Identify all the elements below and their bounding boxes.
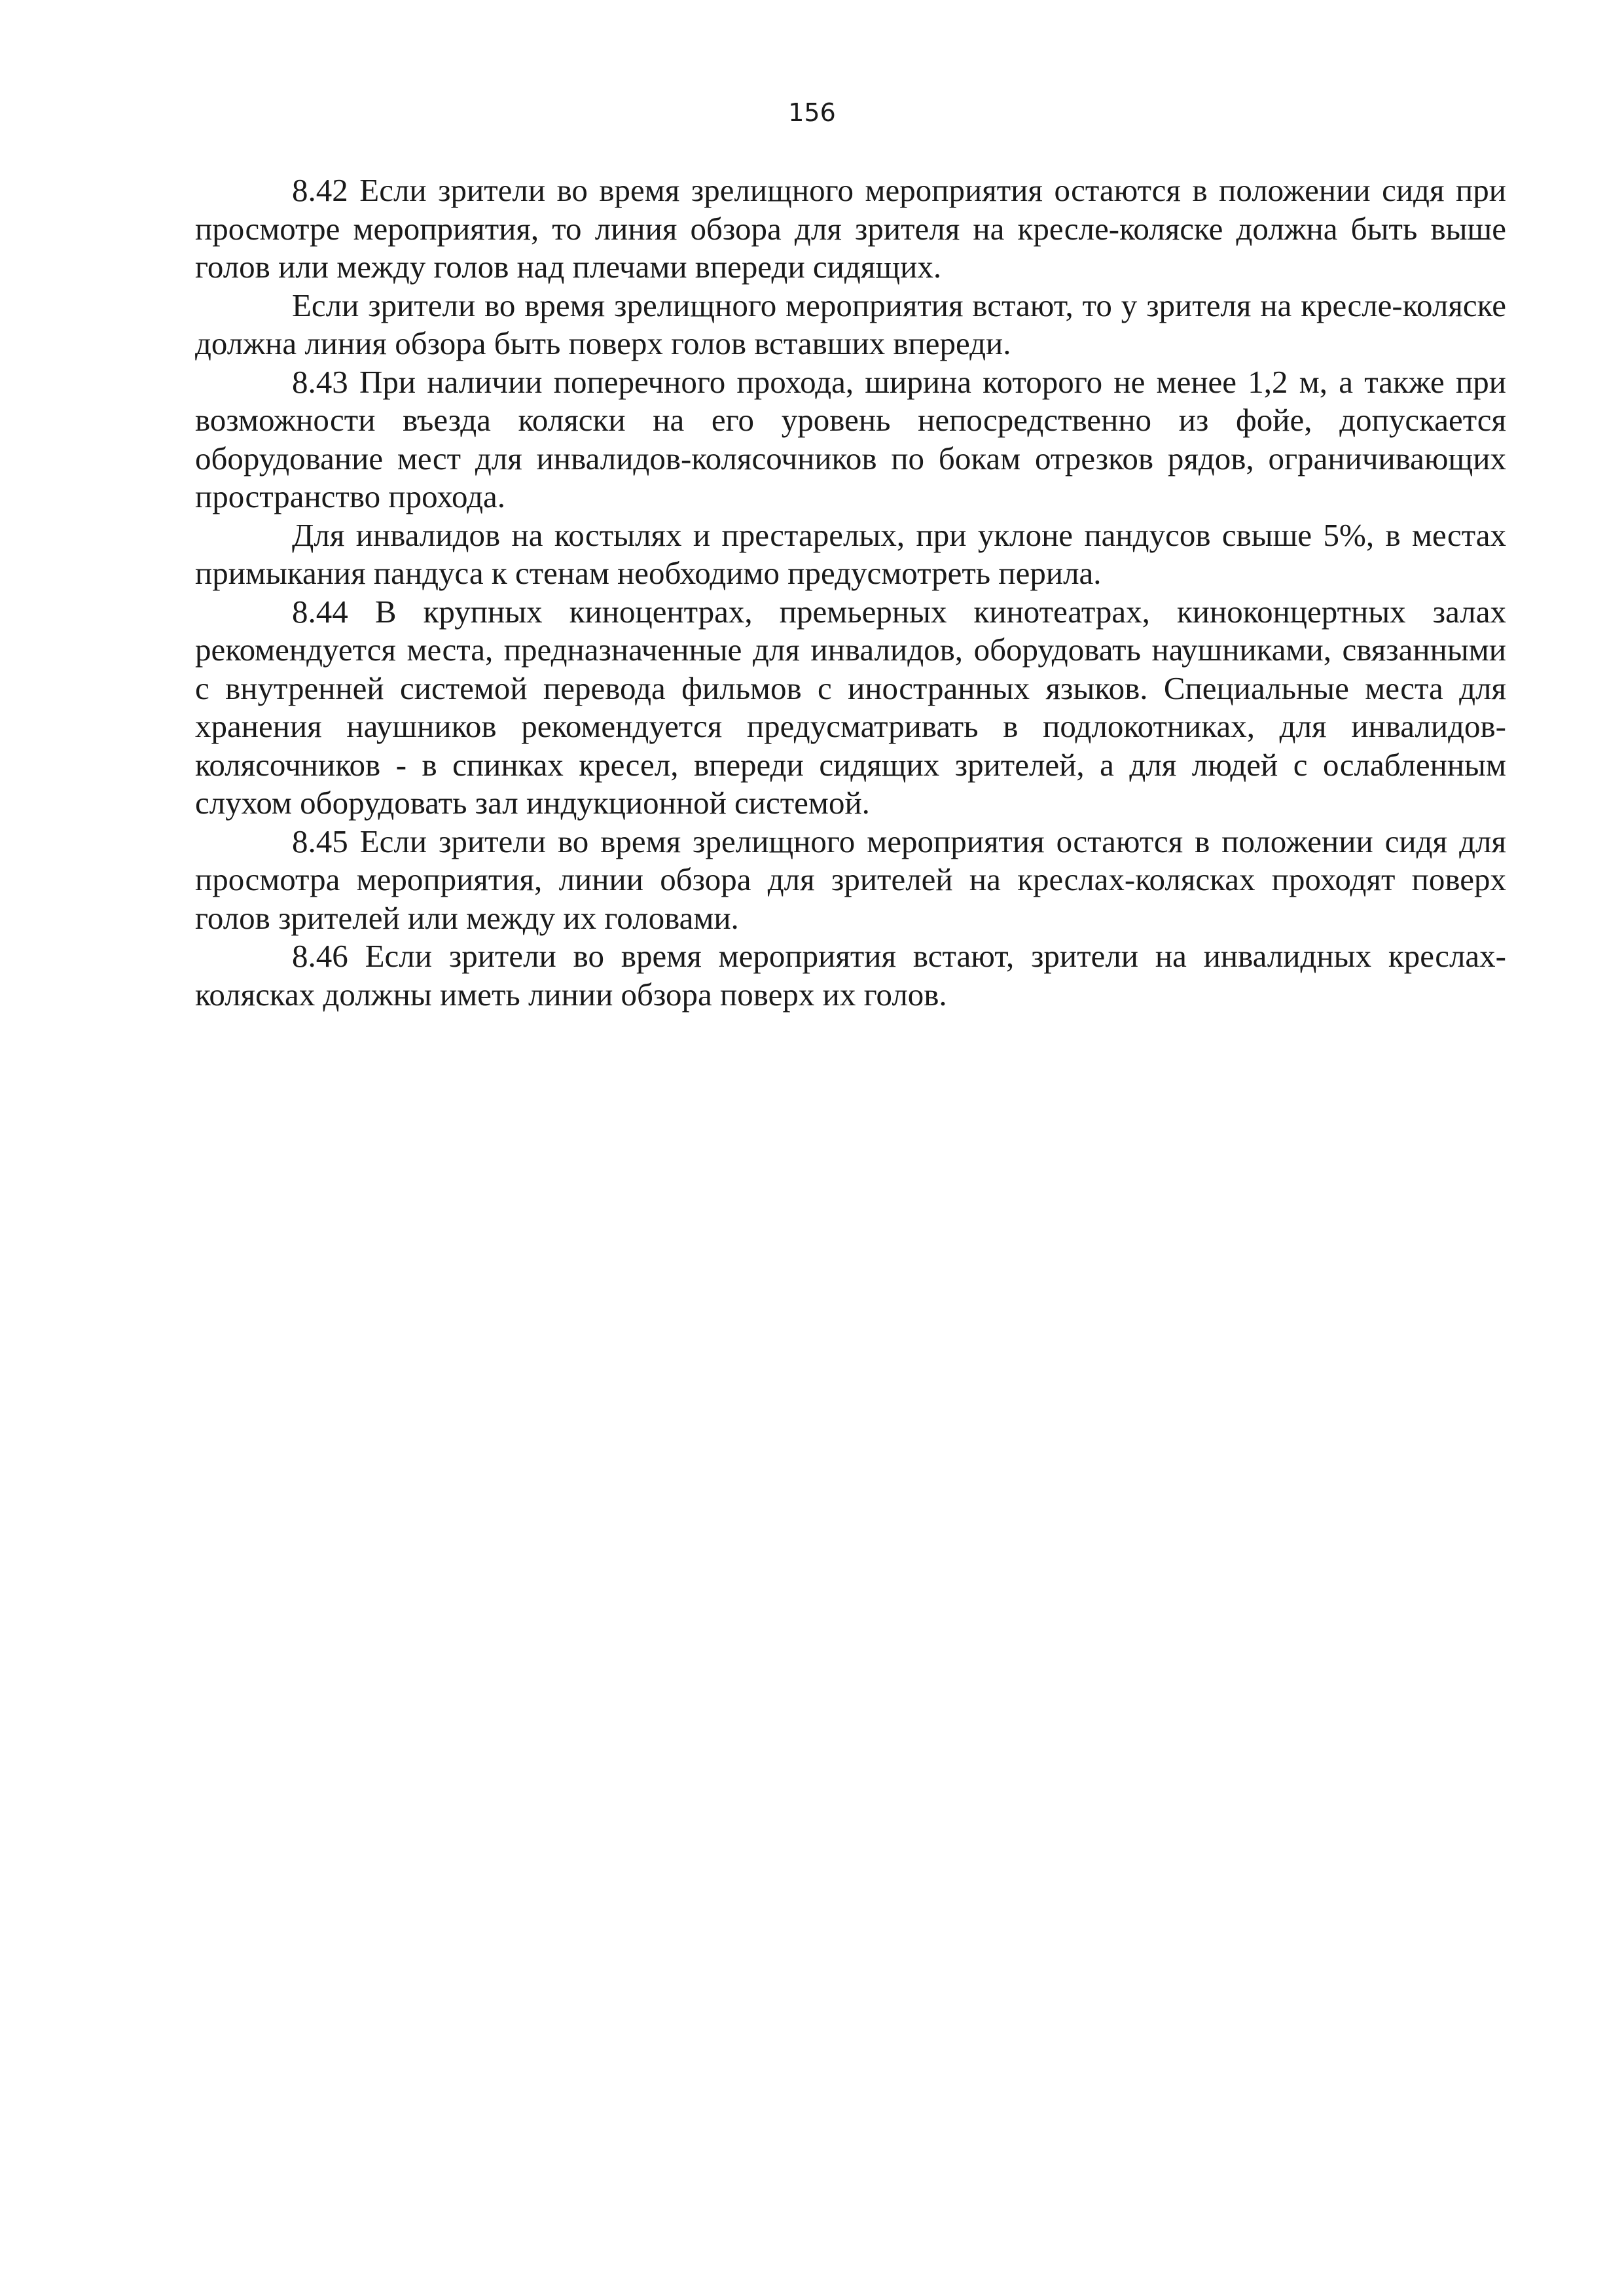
document-body: [195, 171, 1506, 1014]
paragraph-8-43: 8.43 При наличии поперечного прохода, ширина которого не менее 1,2 м, а также при возможности въезда коляски на его уровень непосредственно из фойе, допускается оборудование мест для инвалидов-колясочников по бокам отрезков рядов, ограничивающих пространство прохода.: [195, 363, 1506, 514]
paragraph-8-42-standing: Если зрители во время зрелищного мероприятия встают, то у зрителя на кресле-коляске должна линия обзора быть поверх голов вставших впереди.: [195, 287, 1506, 361]
paragraph-8-45: 8.45 Если зрители во время зрелищного мероприятия остаются в положении сидя для просмотра мероприятия, линии обзора для зрителей на креслах-колясках проходят поверх голов зрителей или между их головами.: [195, 823, 1506, 936]
paragraph-8-46: 8.46 Если зрители во время мероприятия встают, зрители на инвалидных креслах-колясках должны иметь линии обзора поверх их голов.: [195, 938, 1506, 1013]
paragraph-8-44: 8.44 В крупных киноцентрах, премьерных кинотеатрах, киноконцертных залах рекомендуется места, предназначенные для инвалидов, оборудовать наушниками, связанными с внутренней системой перевода фильмов с иностранных языков. Специальные места для хранения наушников рекомендуется предусматривать в подлокотниках, для инвалидов-колясочников - в спинках кресел, впереди сидящих зрителей, а для людей с ослабленным слухом оборудовать зал индукционной системой.: [195, 593, 1506, 821]
paragraph-8-42: 8.42 Если зрители во время зрелищного мероприятия остаются в положении сидя при просмотре мероприятия, то линия обзора для зрителя на кресле-коляске должна быть выше голов или между голов над плечами впереди сидящих.: [195, 172, 1506, 285]
paragraph-8-43-crutches: Для инвалидов на костылях и престарелых, при уклоне пандусов свыше 5%, в местах примыкания пандуса к стенам необходимо предусмотреть перила.: [195, 516, 1506, 591]
page-number: 156: [788, 98, 836, 127]
